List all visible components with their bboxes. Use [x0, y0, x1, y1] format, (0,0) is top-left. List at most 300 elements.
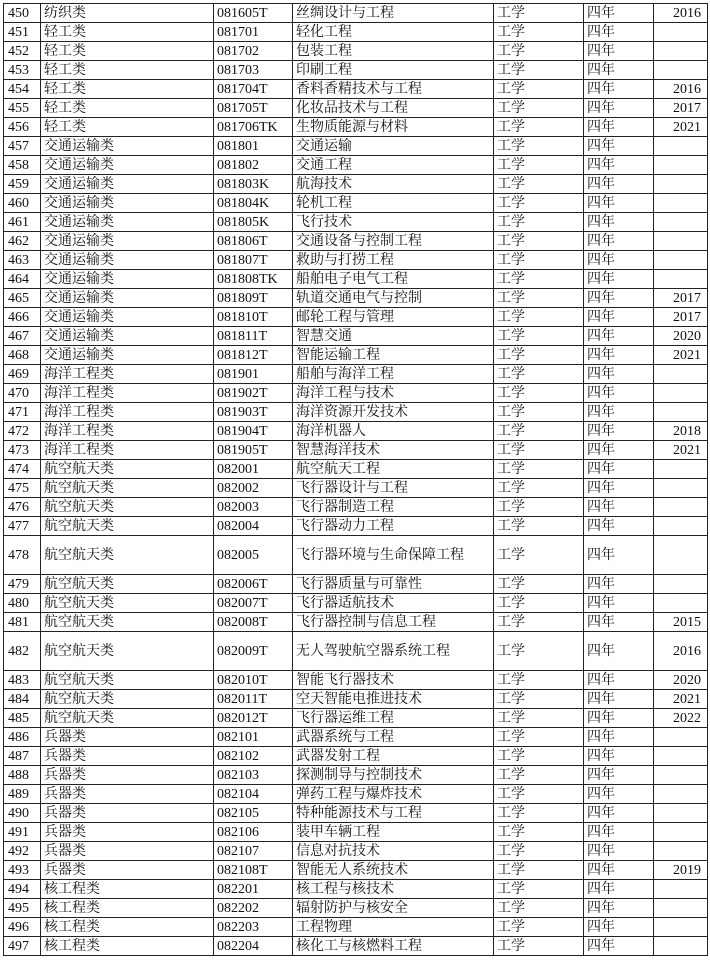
major-name-cell: 飞行器质量与可靠性 [293, 575, 494, 594]
degree-cell: 工学 [494, 365, 584, 384]
major-code-cell: 082203 [214, 918, 293, 937]
table-row [4, 213, 708, 232]
duration-cell: 四年 [584, 899, 654, 918]
table-row [4, 175, 708, 194]
major-code-cell: 081701 [214, 23, 293, 42]
category-cell: 航空航天类 [41, 517, 214, 536]
major-code-cell: 081706TK [214, 118, 293, 137]
row-index-cell: 493 [4, 861, 41, 880]
table-row [4, 880, 708, 899]
major-name-cell: 生物质能源与材料 [293, 118, 494, 137]
table-row [4, 632, 708, 671]
category-cell: 航空航天类 [41, 671, 214, 690]
degree-cell: 工学 [494, 4, 584, 23]
table-row [4, 842, 708, 861]
table-row [4, 460, 708, 479]
major-name-cell: 邮轮工程与管理 [293, 308, 494, 327]
duration-cell: 四年 [584, 175, 654, 194]
table-row [4, 232, 708, 251]
row-index-cell: 478 [4, 536, 41, 575]
year-added-cell: 2016 [654, 80, 708, 99]
degree-cell: 工学 [494, 23, 584, 42]
major-code-cell: 082010T [214, 671, 293, 690]
major-code-cell: 082204 [214, 937, 293, 956]
category-cell: 兵器类 [41, 804, 214, 823]
category-cell: 交通运输类 [41, 213, 214, 232]
degree-cell: 工学 [494, 308, 584, 327]
category-cell: 航空航天类 [41, 498, 214, 517]
category-cell: 海洋工程类 [41, 422, 214, 441]
major-name-cell: 智能飞行器技术 [293, 671, 494, 690]
major-name-cell: 工程物理 [293, 918, 494, 937]
year-added-cell: 2021 [654, 346, 708, 365]
duration-cell: 四年 [584, 23, 654, 42]
year-added-cell: 2020 [654, 671, 708, 690]
major-code-cell: 081808TK [214, 270, 293, 289]
major-code-cell: 082003 [214, 498, 293, 517]
row-index-cell: 494 [4, 880, 41, 899]
duration-cell: 四年 [584, 536, 654, 575]
year-added-cell: 2020 [654, 327, 708, 346]
major-code-cell: 081704T [214, 80, 293, 99]
degree-cell: 工学 [494, 918, 584, 937]
category-cell: 兵器类 [41, 785, 214, 804]
row-index-cell: 495 [4, 899, 41, 918]
year-added-cell [654, 479, 708, 498]
table-row [4, 118, 708, 137]
table-row [4, 194, 708, 213]
duration-cell: 四年 [584, 594, 654, 613]
row-index-cell: 465 [4, 289, 41, 308]
category-cell: 核工程类 [41, 937, 214, 956]
year-added-cell [654, 747, 708, 766]
duration-cell: 四年 [584, 632, 654, 671]
year-added-cell: 2019 [654, 861, 708, 880]
major-code-cell: 081903T [214, 403, 293, 422]
row-index-cell: 468 [4, 346, 41, 365]
major-code-cell: 082101 [214, 728, 293, 747]
degree-cell: 工学 [494, 422, 584, 441]
major-name-cell: 飞行技术 [293, 213, 494, 232]
degree-cell: 工学 [494, 346, 584, 365]
major-name-cell: 船舶与海洋工程 [293, 365, 494, 384]
category-cell: 交通运输类 [41, 175, 214, 194]
row-index-cell: 479 [4, 575, 41, 594]
year-added-cell [654, 251, 708, 270]
major-catalog-table [3, 3, 708, 956]
year-added-cell [654, 575, 708, 594]
major-code-cell: 082108T [214, 861, 293, 880]
duration-cell: 四年 [584, 498, 654, 517]
major-name-cell: 信息对抗技术 [293, 842, 494, 861]
year-added-cell [654, 517, 708, 536]
row-index-cell: 466 [4, 308, 41, 327]
major-code-cell: 082002 [214, 479, 293, 498]
year-added-cell [654, 823, 708, 842]
year-added-cell: 2017 [654, 289, 708, 308]
row-index-cell: 482 [4, 632, 41, 671]
major-name-cell: 化妆品技术与工程 [293, 99, 494, 118]
category-cell: 轻工类 [41, 80, 214, 99]
table-row [4, 327, 708, 346]
row-index-cell: 496 [4, 918, 41, 937]
major-code-cell: 081705T [214, 99, 293, 118]
category-cell: 交通运输类 [41, 156, 214, 175]
degree-cell: 工学 [494, 880, 584, 899]
major-name-cell: 装甲车辆工程 [293, 823, 494, 842]
major-code-cell: 082202 [214, 899, 293, 918]
major-name-cell: 航海技术 [293, 175, 494, 194]
major-name-cell: 轮机工程 [293, 194, 494, 213]
degree-cell: 工学 [494, 804, 584, 823]
year-added-cell [654, 194, 708, 213]
duration-cell: 四年 [584, 61, 654, 80]
row-index-cell: 453 [4, 61, 41, 80]
major-code-cell: 081809T [214, 289, 293, 308]
category-cell: 交通运输类 [41, 289, 214, 308]
major-code-cell: 081702 [214, 42, 293, 61]
degree-cell: 工学 [494, 937, 584, 956]
degree-cell: 工学 [494, 747, 584, 766]
duration-cell: 四年 [584, 823, 654, 842]
category-cell: 核工程类 [41, 899, 214, 918]
major-code-cell: 082005 [214, 536, 293, 575]
row-index-cell: 457 [4, 137, 41, 156]
major-name-cell: 智慧交通 [293, 327, 494, 346]
year-added-cell [654, 728, 708, 747]
major-name-cell: 飞行器设计与工程 [293, 479, 494, 498]
duration-cell: 四年 [584, 308, 654, 327]
degree-cell: 工学 [494, 785, 584, 804]
category-cell: 兵器类 [41, 842, 214, 861]
row-index-cell: 460 [4, 194, 41, 213]
category-cell: 航空航天类 [41, 613, 214, 632]
row-index-cell: 475 [4, 479, 41, 498]
major-code-cell: 082105 [214, 804, 293, 823]
category-cell: 轻工类 [41, 99, 214, 118]
year-added-cell: 2016 [654, 4, 708, 23]
row-index-cell: 469 [4, 365, 41, 384]
row-index-cell: 450 [4, 4, 41, 23]
major-name-cell: 核工程与核技术 [293, 880, 494, 899]
duration-cell: 四年 [584, 804, 654, 823]
major-code-cell: 081805K [214, 213, 293, 232]
major-name-cell: 海洋工程与技术 [293, 384, 494, 403]
degree-cell: 工学 [494, 728, 584, 747]
row-index-cell: 489 [4, 785, 41, 804]
major-code-cell: 082102 [214, 747, 293, 766]
year-added-cell [654, 766, 708, 785]
degree-cell: 工学 [494, 613, 584, 632]
major-name-cell: 航空航天工程 [293, 460, 494, 479]
category-cell: 交通运输类 [41, 137, 214, 156]
year-added-cell [654, 785, 708, 804]
year-added-cell: 2015 [654, 613, 708, 632]
row-index-cell: 477 [4, 517, 41, 536]
year-added-cell [654, 213, 708, 232]
year-added-cell [654, 594, 708, 613]
major-name-cell: 探测制导与控制技术 [293, 766, 494, 785]
duration-cell: 四年 [584, 80, 654, 99]
major-code-cell: 081901 [214, 365, 293, 384]
category-cell: 航空航天类 [41, 632, 214, 671]
table-row [4, 422, 708, 441]
major-name-cell: 包装工程 [293, 42, 494, 61]
row-index-cell: 474 [4, 460, 41, 479]
major-code-cell: 081801 [214, 137, 293, 156]
degree-cell: 工学 [494, 194, 584, 213]
major-name-cell: 交通工程 [293, 156, 494, 175]
duration-cell: 四年 [584, 613, 654, 632]
duration-cell: 四年 [584, 365, 654, 384]
table-row [4, 613, 708, 632]
category-cell: 核工程类 [41, 918, 214, 937]
duration-cell: 四年 [584, 251, 654, 270]
category-cell: 兵器类 [41, 823, 214, 842]
major-name-cell: 飞行器环境与生命保障工程 [293, 536, 494, 575]
duration-cell: 四年 [584, 728, 654, 747]
row-index-cell: 483 [4, 671, 41, 690]
duration-cell: 四年 [584, 575, 654, 594]
degree-cell: 工学 [494, 213, 584, 232]
year-added-cell [654, 384, 708, 403]
category-cell: 轻工类 [41, 118, 214, 137]
major-code-cell: 082004 [214, 517, 293, 536]
year-added-cell [654, 270, 708, 289]
category-cell: 海洋工程类 [41, 365, 214, 384]
category-cell: 海洋工程类 [41, 384, 214, 403]
table-row [4, 346, 708, 365]
year-added-cell [654, 137, 708, 156]
major-code-cell: 081807T [214, 251, 293, 270]
duration-cell: 四年 [584, 479, 654, 498]
degree-cell: 工学 [494, 594, 584, 613]
row-index-cell: 454 [4, 80, 41, 99]
category-cell: 兵器类 [41, 747, 214, 766]
table-row [4, 517, 708, 536]
duration-cell: 四年 [584, 937, 654, 956]
degree-cell: 工学 [494, 517, 584, 536]
duration-cell: 四年 [584, 880, 654, 899]
duration-cell: 四年 [584, 270, 654, 289]
table-row [4, 594, 708, 613]
category-cell: 航空航天类 [41, 536, 214, 575]
row-index-cell: 472 [4, 422, 41, 441]
duration-cell: 四年 [584, 232, 654, 251]
duration-cell: 四年 [584, 194, 654, 213]
category-cell: 纺织类 [41, 4, 214, 23]
degree-cell: 工学 [494, 690, 584, 709]
year-added-cell [654, 23, 708, 42]
category-cell: 航空航天类 [41, 709, 214, 728]
major-name-cell: 智能无人系统技术 [293, 861, 494, 880]
table-row [4, 785, 708, 804]
major-name-cell: 智慧海洋技术 [293, 441, 494, 460]
major-name-cell: 飞行器控制与信息工程 [293, 613, 494, 632]
duration-cell: 四年 [584, 327, 654, 346]
degree-cell: 工学 [494, 460, 584, 479]
degree-cell: 工学 [494, 709, 584, 728]
major-name-cell: 船舶电子电气工程 [293, 270, 494, 289]
degree-cell: 工学 [494, 384, 584, 403]
major-name-cell: 交通设备与控制工程 [293, 232, 494, 251]
duration-cell: 四年 [584, 118, 654, 137]
major-code-cell: 081605T [214, 4, 293, 23]
table-row [4, 289, 708, 308]
duration-cell: 四年 [584, 403, 654, 422]
table-row [4, 728, 708, 747]
table-row [4, 766, 708, 785]
major-code-cell: 081703 [214, 61, 293, 80]
major-name-cell: 轻化工程 [293, 23, 494, 42]
table-body [4, 4, 708, 956]
duration-cell: 四年 [584, 918, 654, 937]
degree-cell: 工学 [494, 137, 584, 156]
table-row [4, 403, 708, 422]
category-cell: 交通运输类 [41, 308, 214, 327]
major-name-cell: 无人驾驶航空器系统工程 [293, 632, 494, 671]
year-added-cell [654, 156, 708, 175]
major-code-cell: 082103 [214, 766, 293, 785]
row-index-cell: 486 [4, 728, 41, 747]
duration-cell: 四年 [584, 861, 654, 880]
row-index-cell: 470 [4, 384, 41, 403]
major-code-cell: 082201 [214, 880, 293, 899]
row-index-cell: 471 [4, 403, 41, 422]
major-code-cell: 082006T [214, 575, 293, 594]
year-added-cell [654, 460, 708, 479]
row-index-cell: 485 [4, 709, 41, 728]
category-cell: 交通运输类 [41, 327, 214, 346]
year-added-cell: 2021 [654, 441, 708, 460]
row-index-cell: 463 [4, 251, 41, 270]
duration-cell: 四年 [584, 671, 654, 690]
duration-cell: 四年 [584, 346, 654, 365]
category-cell: 航空航天类 [41, 594, 214, 613]
row-index-cell: 451 [4, 23, 41, 42]
major-name-cell: 交通运输 [293, 137, 494, 156]
row-index-cell: 458 [4, 156, 41, 175]
category-cell: 航空航天类 [41, 575, 214, 594]
year-added-cell: 2017 [654, 99, 708, 118]
year-added-cell: 2021 [654, 690, 708, 709]
degree-cell: 工学 [494, 671, 584, 690]
category-cell: 兵器类 [41, 728, 214, 747]
major-code-cell: 082011T [214, 690, 293, 709]
degree-cell: 工学 [494, 42, 584, 61]
major-name-cell: 空天智能电推进技术 [293, 690, 494, 709]
row-index-cell: 462 [4, 232, 41, 251]
year-added-cell [654, 918, 708, 937]
duration-cell: 四年 [584, 213, 654, 232]
major-name-cell: 武器系统与工程 [293, 728, 494, 747]
major-code-cell: 081905T [214, 441, 293, 460]
table-row [4, 498, 708, 517]
year-added-cell [654, 804, 708, 823]
table-row [4, 861, 708, 880]
major-name-cell: 核化工与核燃料工程 [293, 937, 494, 956]
duration-cell: 四年 [584, 785, 654, 804]
major-name-cell: 丝绸设计与工程 [293, 4, 494, 23]
major-code-cell: 082107 [214, 842, 293, 861]
table-row [4, 536, 708, 575]
degree-cell: 工学 [494, 61, 584, 80]
table-row [4, 709, 708, 728]
major-code-cell: 082009T [214, 632, 293, 671]
table-row [4, 918, 708, 937]
major-code-cell: 082008T [214, 613, 293, 632]
major-name-cell: 救助与打捞工程 [293, 251, 494, 270]
degree-cell: 工学 [494, 270, 584, 289]
duration-cell: 四年 [584, 384, 654, 403]
row-index-cell: 455 [4, 99, 41, 118]
category-cell: 交通运输类 [41, 270, 214, 289]
row-index-cell: 467 [4, 327, 41, 346]
duration-cell: 四年 [584, 99, 654, 118]
degree-cell: 工学 [494, 403, 584, 422]
table-row [4, 937, 708, 956]
table-row [4, 441, 708, 460]
major-name-cell: 飞行器制造工程 [293, 498, 494, 517]
year-added-cell [654, 880, 708, 899]
degree-cell: 工学 [494, 632, 584, 671]
category-cell: 核工程类 [41, 880, 214, 899]
year-added-cell [654, 61, 708, 80]
duration-cell: 四年 [584, 766, 654, 785]
table-row [4, 270, 708, 289]
major-code-cell: 081804K [214, 194, 293, 213]
degree-cell: 工学 [494, 251, 584, 270]
table-row [4, 384, 708, 403]
row-index-cell: 490 [4, 804, 41, 823]
table-row [4, 80, 708, 99]
duration-cell: 四年 [584, 4, 654, 23]
duration-cell: 四年 [584, 156, 654, 175]
category-cell: 航空航天类 [41, 479, 214, 498]
table-row [4, 575, 708, 594]
major-name-cell: 飞行器运维工程 [293, 709, 494, 728]
major-code-cell: 081802 [214, 156, 293, 175]
category-cell: 兵器类 [41, 861, 214, 880]
year-added-cell [654, 899, 708, 918]
table-row [4, 804, 708, 823]
category-cell: 交通运输类 [41, 251, 214, 270]
table-row [4, 99, 708, 118]
table-row [4, 823, 708, 842]
row-index-cell: 459 [4, 175, 41, 194]
table-row [4, 747, 708, 766]
major-name-cell: 飞行器动力工程 [293, 517, 494, 536]
category-cell: 交通运输类 [41, 346, 214, 365]
degree-cell: 工学 [494, 575, 584, 594]
duration-cell: 四年 [584, 289, 654, 308]
table-row [4, 156, 708, 175]
table-row [4, 365, 708, 384]
table-row [4, 899, 708, 918]
degree-cell: 工学 [494, 479, 584, 498]
major-name-cell: 特种能源技术与工程 [293, 804, 494, 823]
row-index-cell: 476 [4, 498, 41, 517]
category-cell: 航空航天类 [41, 690, 214, 709]
degree-cell: 工学 [494, 899, 584, 918]
category-cell: 海洋工程类 [41, 403, 214, 422]
row-index-cell: 491 [4, 823, 41, 842]
degree-cell: 工学 [494, 823, 584, 842]
major-code-cell: 081811T [214, 327, 293, 346]
year-added-cell [654, 403, 708, 422]
degree-cell: 工学 [494, 232, 584, 251]
degree-cell: 工学 [494, 327, 584, 346]
